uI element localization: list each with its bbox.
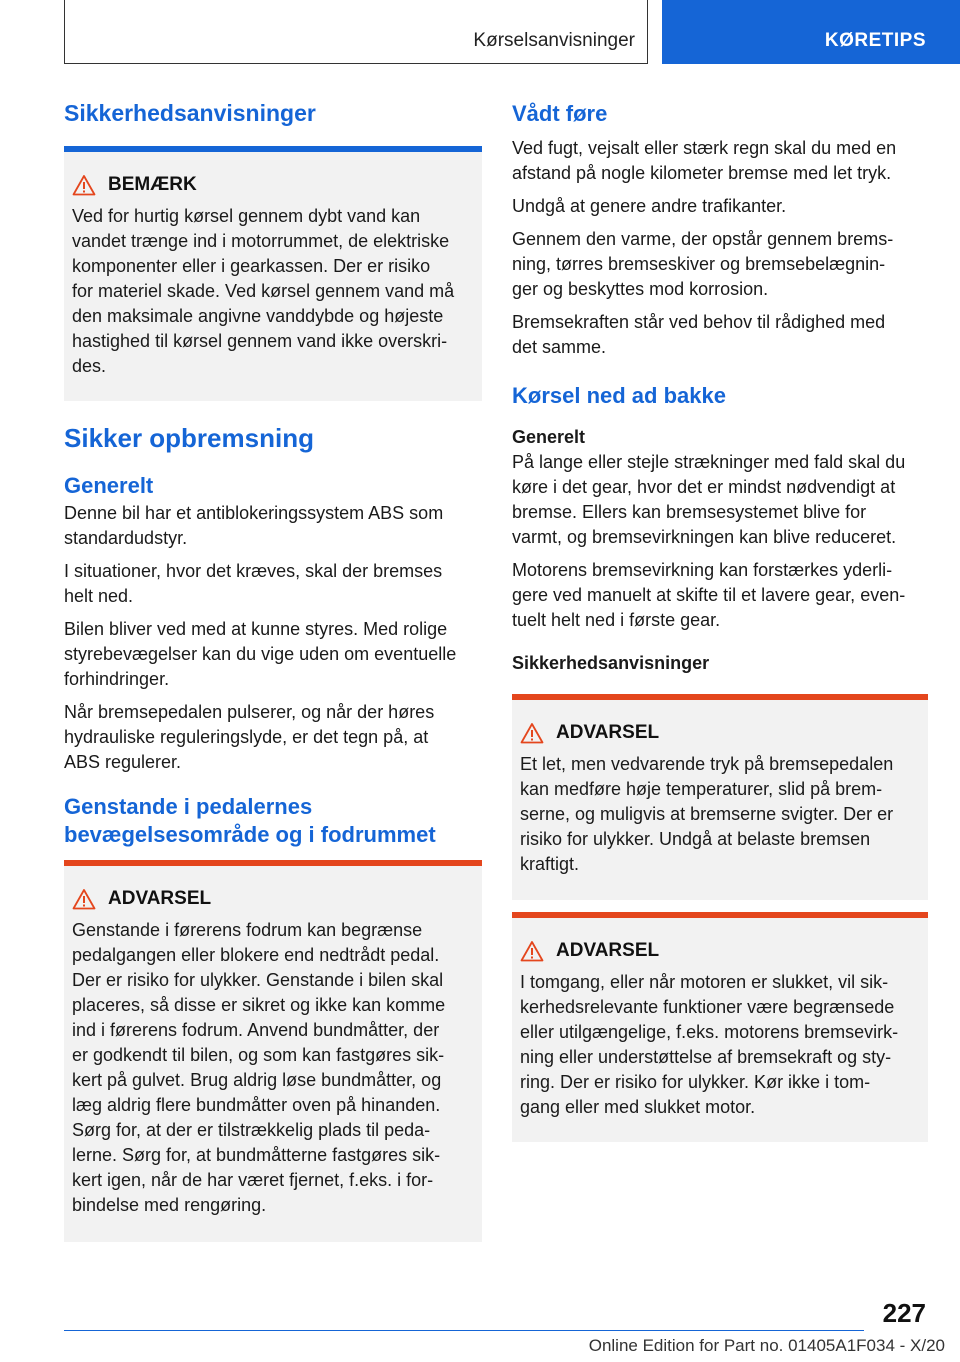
wet-paragraph [512,227,928,302]
warning-line: Der er risiko for ulykker. Genstande i bilen skal [72,970,444,991]
warning-line: Genstande i førerens fodrum kan begrænse [72,920,423,941]
text-line: bremse. Ellers kan bremsesystemet blive for [512,502,867,522]
warning-box-objects [64,860,482,1242]
warning-line: gang eller med slukket motor. [520,1097,756,1117]
warning-line: kerhedsrelevante funktioner være begrænsede [520,997,895,1017]
header-section-title: Kørselsanvisninger [473,30,635,51]
warning-line: placeres, så disse er sikret og ikke kan komme [72,995,446,1016]
text-line: Bremsekraften står ved behov til rådighed med [512,311,886,332]
edition-text: Online Edition for Part no. 01405A1F034 - X/20 [588,1336,945,1355]
safety-heading: Sikkerhedsanvisninger [64,100,316,126]
note-line: Ved for hurtig kørsel gennem dybt vand kan [72,205,421,226]
general-paragraph [64,617,482,692]
text-line: forhindringer. [64,669,170,690]
text-line: Undgå at genere andre trafikanter. [512,195,787,216]
page-number: 227 [882,1298,926,1328]
note-line: for materiel skade. Ved kørsel gennem vand må [72,280,455,301]
warning-line: serne, og muligvis at bremserne svigter. Der er [520,804,894,824]
left-column [64,100,482,1242]
warning-triangle-icon [72,174,96,196]
text-line: Ved fugt, vejsalt eller stærk regn skal du med en [512,137,897,158]
warning-line: kraftigt. [520,854,580,874]
warning-line: Et let, men vedvarende tryk på bremsepedalen [520,754,894,774]
note-line: den maksimale angivne vanddybde og højeste [72,305,444,326]
header-chapter-title: KØRETIPS [824,30,926,51]
general-heading: Generelt [64,472,154,498]
warning-line: I tomgang, eller når motoren er slukket, vil sik- [520,972,889,992]
downhill-heading: Kørsel ned ad bakke [512,382,726,408]
right-column [512,100,928,1142]
objects-heading [64,793,482,848]
note-line: komponenter eller i gearkassen. Der er risiko [72,255,431,276]
downhill-paragraph [512,450,928,550]
text-line: På lange eller stejle strækninger med fald skal du [512,452,906,472]
general-paragraph [64,501,482,551]
text-line: tuelt helt ned i første gear. [512,610,721,630]
note-line: hastighed til kørsel gennem vand ikke overskri- [72,330,448,351]
text-line: det samme. [512,336,607,357]
warning-triangle-icon [72,888,96,910]
braking-heading: Sikker opbremsning [64,422,314,453]
warning-line: kert igen, når de har været fjernet, f.eks. i for- [72,1170,434,1191]
warning-box-title: ADVARSEL [108,888,212,910]
text-line: gere ved manuelt at skifte til et lavere gear, even- [512,585,906,605]
text-line: styrebevægelser kan du vige uden om eventuelle [64,644,457,665]
objects-heading-line: bevægelsesområde og i fodrummet [64,821,436,847]
text-line: afstand på nogle kilometer bremse med let tryk. [512,162,892,183]
wet-paragraph [512,136,928,186]
warning-line: læg aldrig flere bundmåtter oven på hinanden. [72,1095,441,1116]
wet-paragraph [512,310,928,360]
warning-box-title: ADVARSEL [556,722,660,743]
text-line: I situationer, hvor det kræves, skal der bremses [64,561,443,582]
downhill-paragraph [512,558,928,633]
warning-line: eller utilgængelige, f.eks. motorens bremsevirk- [520,1022,899,1042]
text-line: hydrauliske reguleringslyde, er det tegn på, at [64,727,429,748]
general-paragraph [64,700,482,775]
warning-line: bindelse med rengøring. [72,1195,267,1216]
objects-heading-line: Genstande i pedalernes [64,794,313,820]
downhill-general-heading: Generelt [512,427,586,447]
header-section-tab [64,0,648,64]
note-line: des. [72,355,107,376]
text-line: Når bremsepedalen pulserer, og når der høres [64,702,435,723]
text-line: ABS regulerer. [64,752,182,773]
right-safety-heading: Sikkerhedsanvisninger [512,653,710,673]
warning-line: kan medføre høje temperaturer, slid på brem- [520,779,883,799]
warning-line: er godkendt til bilen, og som kan fastgøres sik- [72,1045,445,1066]
text-line: ger og beskyttes mod korrosion. [512,278,769,299]
warning-line: ind i førerens fodrum. Anvend bundmåtter, der [72,1020,440,1041]
warning-box-title: ADVARSEL [556,940,660,961]
general-paragraph [64,559,482,609]
warning-line: ring. Der er risiko for ulykker. Kør ikke i tom- [520,1072,871,1092]
wet-heading: Vådt føre [512,101,608,126]
warning-line: pedalgangen eller blokere end nedtrådt pedal. [72,945,440,966]
text-line: varmt, og bremsevirkningen kan blive reduceret. [512,527,897,547]
warning-triangle-icon [520,722,544,744]
text-line: ning, tørres bremseskiver og bremsebelægnin- [512,253,886,274]
warning-box-brakes [512,694,928,900]
text-line: køre i det gear, hvor det er mindst nødvendigt at [512,477,896,497]
warning-box-idle [512,912,928,1142]
note-box [64,146,482,401]
text-line: Gennem den varme, der opstår gennem brems- [512,228,894,249]
wet-paragraph [512,194,928,219]
text-line: Motorens bremsevirkning kan forstærkes yderli- [512,560,893,580]
header-chapter-tab [662,0,960,64]
warning-line: risiko for ulykker. Undgå at belaste bremsen [520,829,871,849]
warning-line: Sørg for, at der er tilstrækkelig plads til peda- [72,1120,431,1141]
note-box-title: BEMÆRK [108,173,197,195]
text-line: Denne bil har et antiblokeringssystem ABS som [64,503,444,524]
text-line: helt ned. [64,586,134,607]
warning-line: kert på gulvet. Brug aldrig løse bundmåtter, og [72,1070,442,1091]
warning-line: ning eller understøttelse af bremsekraft og sty- [520,1047,892,1067]
warning-triangle-icon [520,940,544,962]
text-line: Bilen bliver ved med at kunne styres. Med rolige [64,619,448,640]
warning-line: lerne. Sørg for, at bundmåtterne fastgøres sik- [72,1145,441,1166]
note-line: vandet trænge ind i motorrummet, de elektriske [72,230,450,251]
footer-rule [64,1330,864,1331]
text-line: standardudstyr. [64,528,188,549]
